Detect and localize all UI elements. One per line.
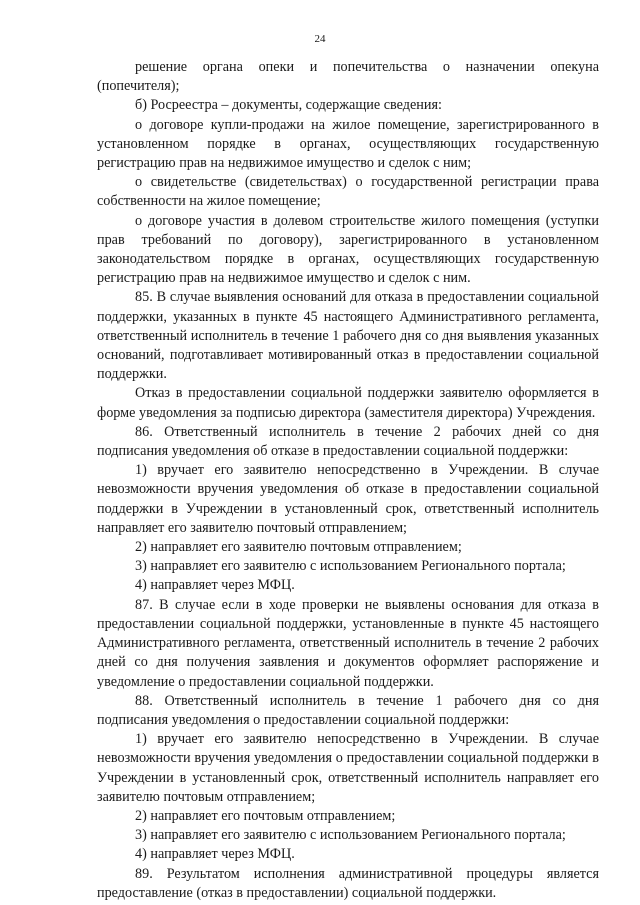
paragraph-86-item-4: 4) направляет через МФЦ. — [135, 577, 295, 594]
paragraph-85: 85. В случае выявления оснований для отказа в предоставлении социальной поддержки, указанных в пункте 45 настоящего Административного регламента, ответственный исполнитель в течение 1 рабочего дня со дня выявления указанных оснований, подготавливает мотивированный отказ в предоставлении социальной поддержки. — [97, 289, 599, 383]
paragraph-86-item-3: 3) направляет его заявителю с использованием Регионального портала; — [135, 558, 566, 575]
paragraph-ownership-certificate: о свидетельстве (свидетельствах) о государственной регистрации права собственности на жилое помещение; — [97, 174, 599, 210]
paragraph-rosreestr-heading: б) Росреестра – документы, содержащие сведения: — [135, 97, 442, 114]
paragraph-86-item-1: 1) вручает его заявителю непосредственно в Учреждении. В случае невозможности вручения уведомления об отказе в предоставлении социальной поддержки в Учреждении в установленный срок, ответственный исполнитель направляет его заявителю почтовый отправлением; — [97, 462, 599, 536]
paragraph-86-item-2: 2) направляет его заявителю почтовым отправлением; — [135, 539, 462, 556]
paragraph-shared-construction: о договоре участия в долевом строительстве жилого помещения (уступки прав требований по договору), зарегистрированного в установленном законодательством порядке в органах, осуществляющих государственную регистрацию прав на недвижимое имущество и сделок с ним. — [97, 212, 599, 287]
paragraph-refusal-form: Отказ в предоставлении социальной поддержки заявителю оформляется в форме уведомления за подписью директора (заместителя директора) Учреждения. — [97, 385, 599, 421]
paragraph-guardianship-decision: решение органа опеки и попечительства о назначении опекуна (попечителя); — [97, 59, 599, 95]
paragraph-87: 87. В случае если в ходе проверки не выявлены основания для отказа в предоставлении социальной поддержки, установленные в пункте 45 настоящего Административного регламента, ответственный исполнитель в течение 2 рабочих дней со дня получения заявления и документов оформляет распоряжение и уведомление о предоставлении социальной поддержки. — [97, 596, 599, 690]
paragraph-sale-contract: о договоре купли-продажи на жилое помещение, зарегистрированного в установленном порядке в органах, осуществляющих государственную регистрацию прав на недвижимое имущество и сделок с ним; — [97, 116, 599, 172]
paragraph-88-item-3: 3) направляет его заявителю с использованием Регионального портала; — [135, 827, 566, 844]
paragraph-88-item-2: 2) направляет его почтовым отправлением; — [135, 807, 396, 824]
paragraph-88: 88. Ответственный исполнитель в течение 1 рабочего дня со дня подписания уведомления о предоставлении социальной поддержки: — [97, 692, 599, 728]
paragraph-88-item-1: 1) вручает его заявителю непосредственно в Учреждении. В случае невозможности вручения уведомления о предоставлении социальной поддержки в Учреждении в установленный срок, ответственный исполнитель направляет его заявителю почтовым отправлением; — [97, 731, 599, 805]
document-body — [97, 58, 599, 903]
page-number: 24 — [314, 33, 326, 45]
paragraph-89: 89. Результатом исполнения административной процедуры является предоставление (отказ в предоставлении) социальной поддержки. — [97, 865, 599, 901]
paragraph-86: 86. Ответственный исполнитель в течение 2 рабочих дней со дня подписания уведомления об отказе в предоставлении социальной поддержки: — [97, 423, 599, 460]
paragraph-88-item-4: 4) направляет через МФЦ. — [135, 846, 295, 863]
